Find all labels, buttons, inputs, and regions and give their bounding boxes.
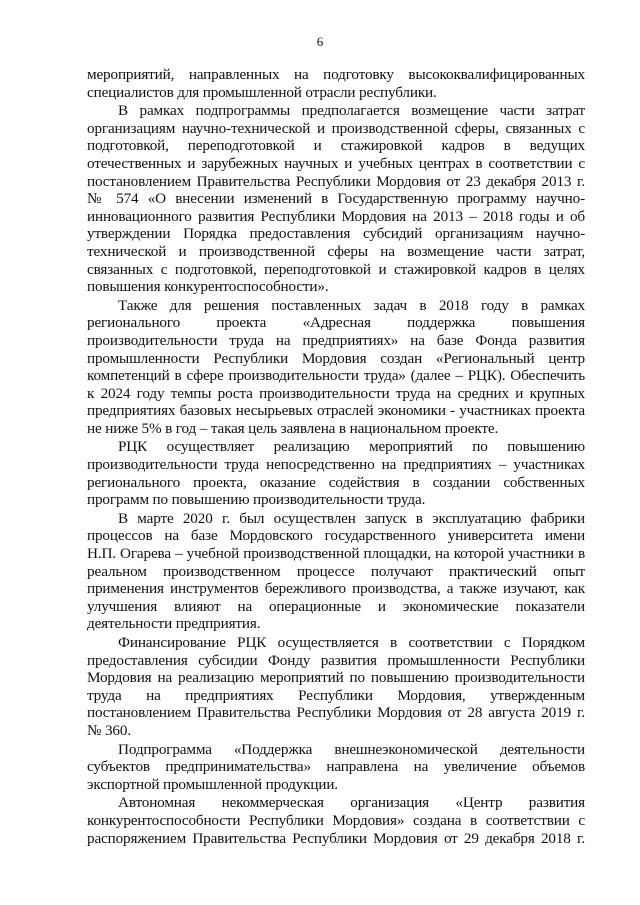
text-line: подготовкой, переподготовкой и стажировкой кадров в ведущих [87,137,585,155]
paragraph [87,794,585,847]
text-line: В марте 2020 г. был осуществлен запуск в эксплуатацию фабрики [118,509,585,527]
text-line: постановлением Правительства Республики Мордовия от 28 августа 2019 г. [87,704,585,722]
text-line: организациям научно-технической и производственной сферы, связанных с [87,119,585,137]
paragraph [87,66,585,101]
text-line: утверждении Порядка предоставления субсидий организациям научно- [87,225,585,243]
text-line: экспортной промышленной продукции. [87,775,338,793]
text-line: мероприятий, направленных на подготовку высококвалифицированных [87,66,585,83]
text-line: РЦК осуществляет реализацию мероприятий по повышению [118,438,585,456]
paragraph [87,634,585,740]
text-line: предоставления субсидии Фонду развития промышленности Республики [87,651,585,669]
text-line: инновационного развития Республики Мордовия на 2013 – 2018 годы и об [87,207,585,225]
text-line: реальном производственном процессе получают практический опыт [87,562,585,580]
text-line: постановлением Правительства Республики Мордовия от 23 декабря 2013 г. [87,172,585,190]
text-line: не ниже 5% в год – такая цель заявлена в национальном проекте. [87,419,499,437]
paragraph [87,438,585,508]
text-line: деятельности предприятия. [87,615,261,633]
text-line: № 574 «О внесении изменений в Государственную программу научно- [87,190,585,208]
text-line: специалистов для промышленной отрасли республики. [87,83,437,101]
text-line: регионального проекта, оказание содействия в создании собственных [87,473,585,491]
text-line: Также для решения поставленных задач в 2018 году в рамках [118,296,585,314]
text-line: Подпрограмма «Поддержка внешнеэкономической деятельности [118,740,585,758]
text-line: процессов на базе Мордовского государственного университета имени [87,527,585,545]
text-line: производительности труда на предприятиях» на базе Фонда развития [87,331,585,349]
text-line: № 360. [87,721,131,739]
text-line: регионального проекта «Адресная поддержка повышения [87,314,585,332]
text-line: промышленности Республики Мордовия создан «Региональный центр [87,349,585,367]
text-line: связанных с подготовкой, переподготовкой и стажировкой кадров в целях [87,260,585,278]
paragraph [87,741,585,794]
text-line: отечественных и зарубежных научных и учебных центрах в соответствии с [87,154,585,172]
paragraph [87,510,585,633]
text-line: Финансирование РЦК осуществляется в соответствии с Порядком [118,634,585,651]
text-line: повышения конкурентоспособности». [87,278,329,296]
document-body [87,66,585,848]
text-line: применения инструментов бережливого производства, а также изучают, как [87,580,585,598]
text-line: В рамках подпрограммы предполагается возмещение части затрат [118,102,585,120]
page-number: 6 [316,34,324,49]
paragraph [87,102,585,296]
text-line: технической и производственной сферы на возмещение части затрат, [87,242,585,260]
text-line: Мордовия на реализацию мероприятий по повышению производительности [87,669,585,687]
text-line: Н.П. Огарева – учебной производственной площадки, на которой участники в [87,545,585,563]
text-line: труда на предприятиях Республики Мордовия, утвержденным [87,686,585,704]
text-line: к 2024 году темпы роста производительности труда на средних и крупных [87,384,585,402]
text-line: субъектов предпринимательства» направлена на увеличение объемов [87,758,585,776]
text-line: конкурентоспособности Республики Мордовия» создана в соответствии с [87,811,585,829]
text-line: распоряжением Правительства Республики Мордовия от 29 декабря 2018 г. [87,829,585,847]
text-line: программ по повышению производительности труда. [87,491,426,509]
text-line: производительности труда непосредственно на предприятиях – участниках [87,456,585,474]
text-line: предприятиях базовых несырьевых отраслей экономики - участниках проекта [87,402,585,420]
text-line: компетенций в сфере производительности труда» (далее – РЦК). Обеспечить [87,367,585,385]
paragraph [87,297,585,438]
text-line: Автономная некоммерческая организация «Центр развития [118,794,585,812]
text-line: улучшения влияют на операционные и экономические показатели [87,597,585,615]
